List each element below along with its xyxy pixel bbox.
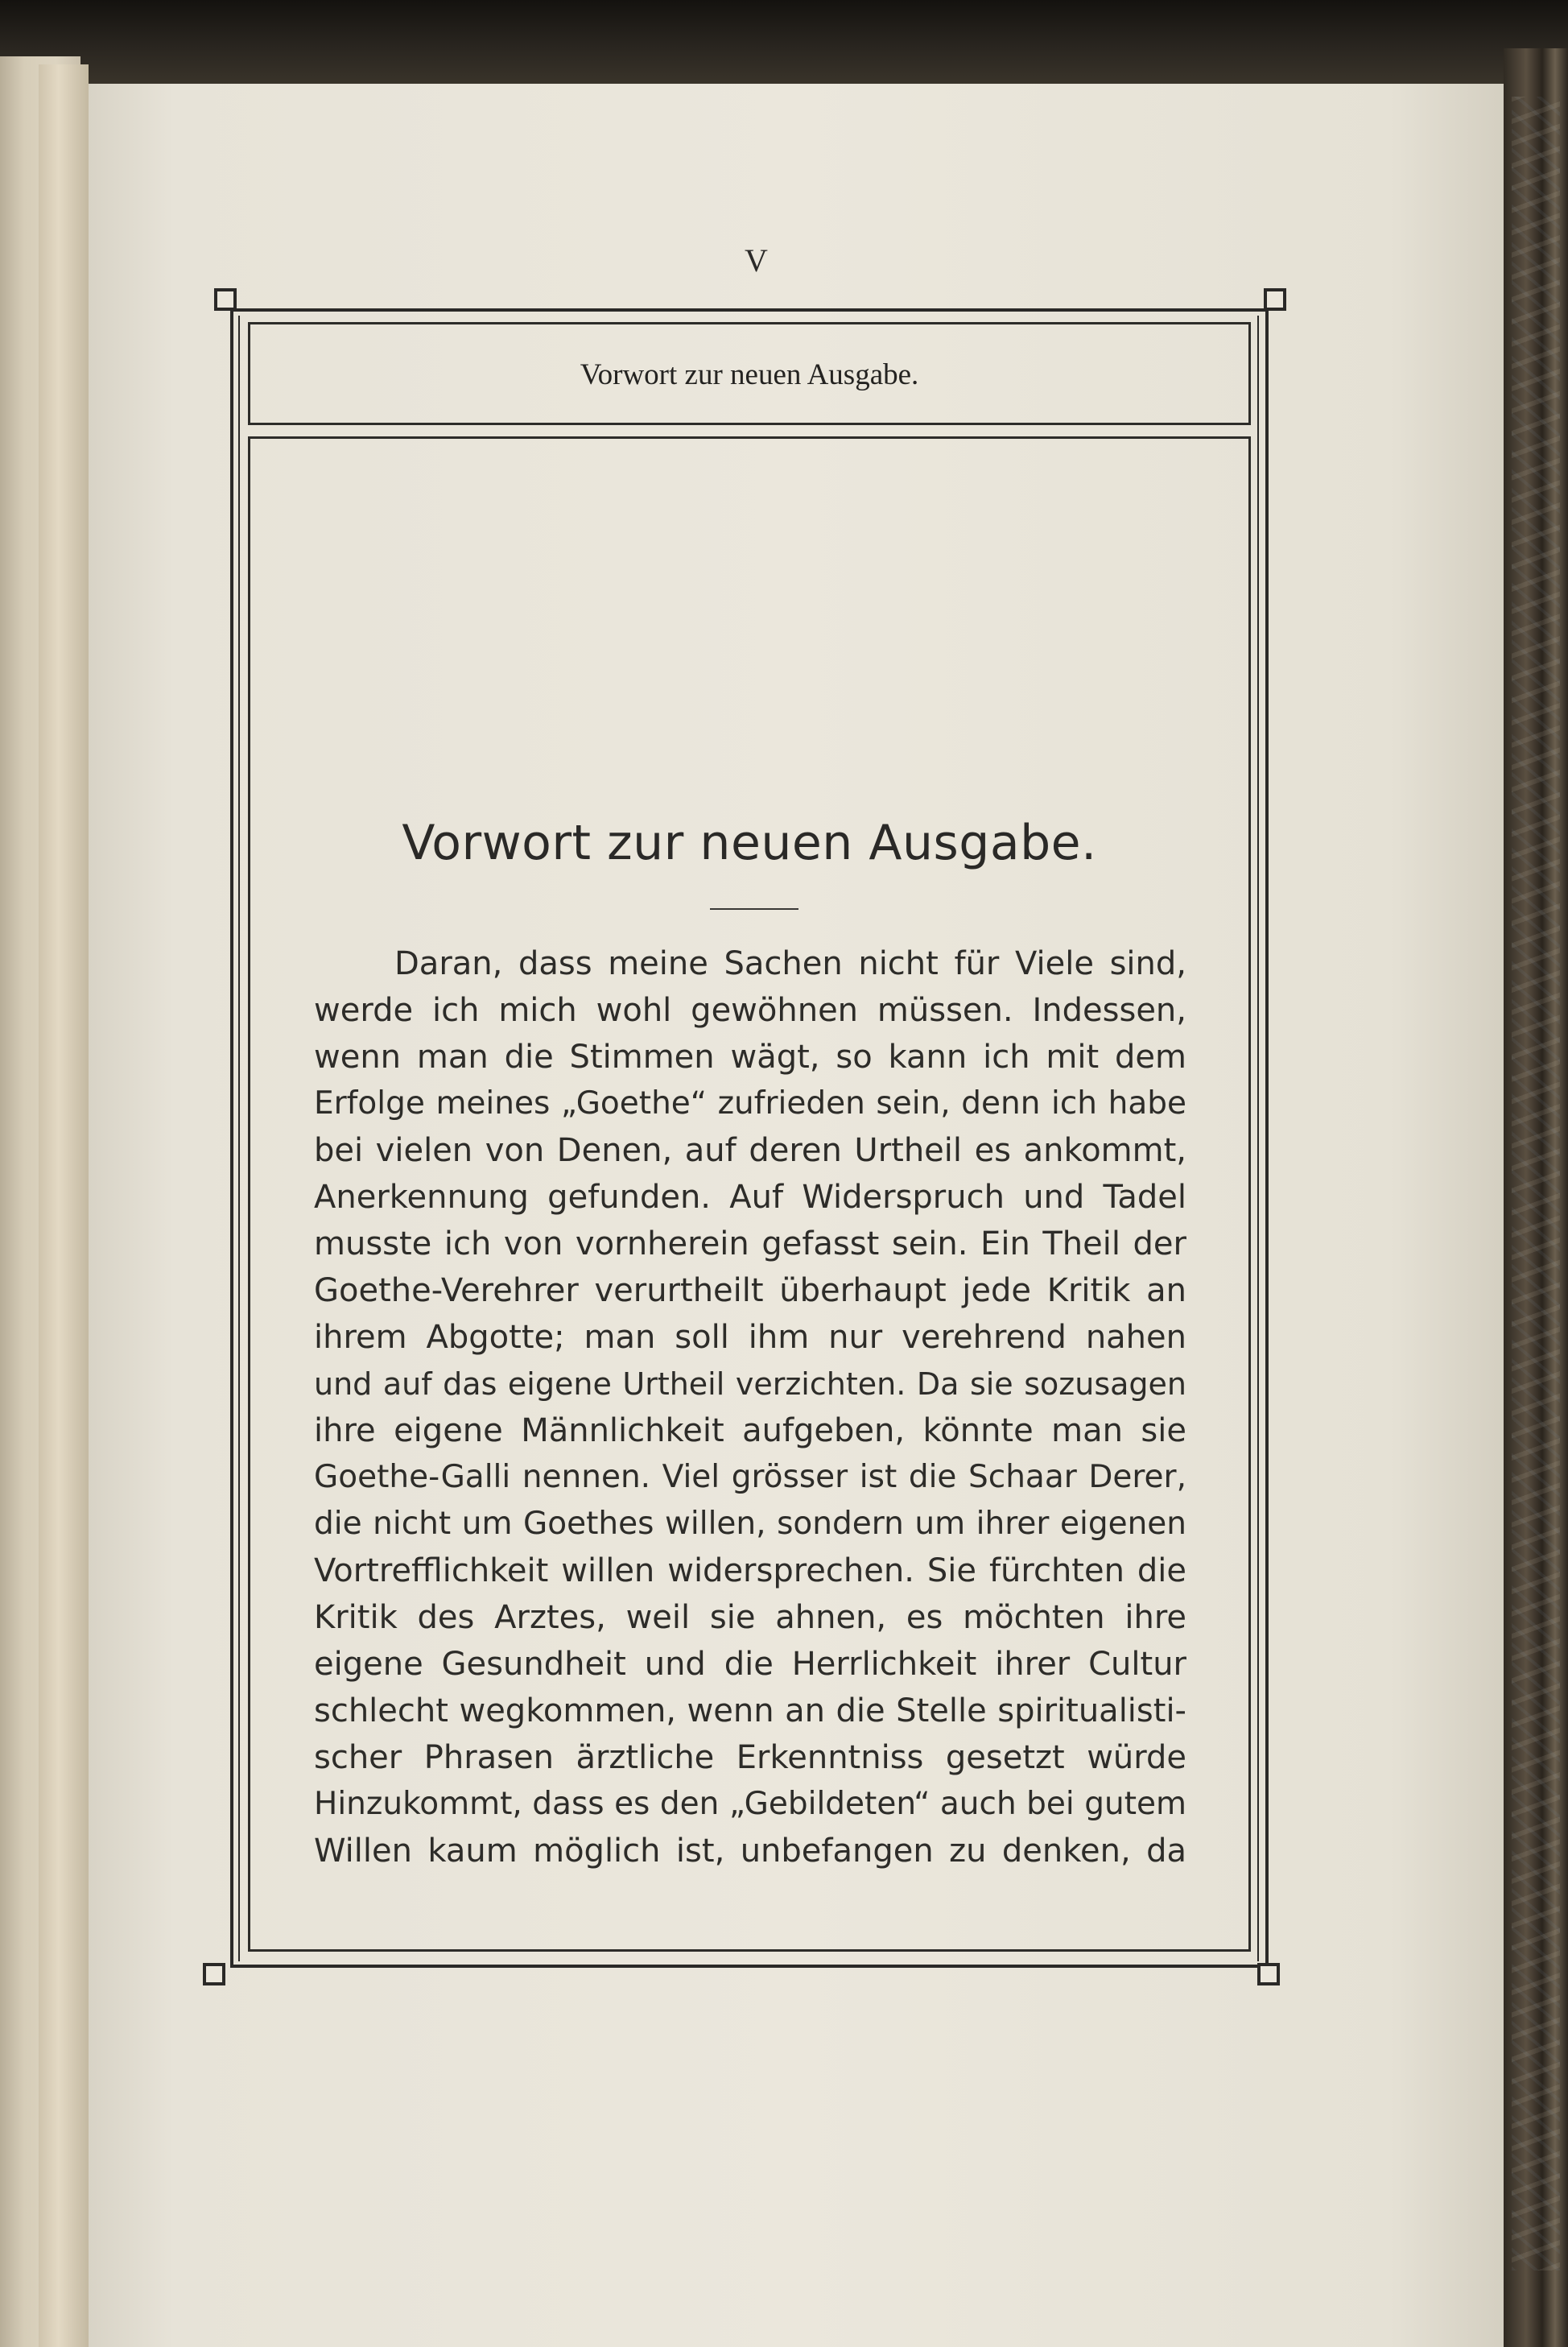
text-line: Daran, dass meine Sachen nicht für Viele sind, bbox=[394, 945, 1186, 982]
text-line: Anerkennung gefunden. Auf Widerspruch und Tadel bbox=[314, 1179, 1186, 1216]
text-line: werde ich mich wohl gewöhnen müssen. Indessen, bbox=[314, 992, 1186, 1029]
text-line: Goethe-Verehrer verurtheilt überhaupt jede Kritik an bbox=[314, 1272, 1186, 1309]
book-top-edge bbox=[0, 0, 1568, 89]
frame-bottom-line bbox=[232, 1965, 1267, 1968]
marbled-edge bbox=[1512, 97, 1560, 2271]
text-line: eigene Gesundheit und die Herrlichkeit ihrer Cultur bbox=[314, 1646, 1186, 1683]
text-line: und auf das eigene Urtheil verzichten. Da sie sozusagen bbox=[314, 1366, 1186, 1402]
frame-corner-bottom-left bbox=[203, 1963, 225, 1985]
text-line: schlecht wegkommen, wenn an die Stelle spiritualisti- bbox=[314, 1692, 1186, 1729]
text-line: Erfolge meines „Goethe“ zufrieden sein, denn ich habe bbox=[314, 1085, 1186, 1122]
frame-corner-top-right bbox=[1264, 288, 1286, 311]
frame-corner-top-left bbox=[214, 288, 237, 311]
text-line: Goethe-Galli nennen. Viel grösser ist die Schaar Derer, bbox=[314, 1459, 1186, 1495]
text-line: Hinzukommt, dass es den „Gebildeten“ auch bei gutem bbox=[314, 1786, 1186, 1822]
frame-left-inner-line bbox=[238, 316, 240, 1961]
frame-corner-bottom-right bbox=[1257, 1963, 1280, 1985]
frame-left-line bbox=[230, 308, 233, 1968]
running-header: Vorwort zur neuen Ausgabe. bbox=[580, 358, 919, 391]
text-line: Willen kaum möglich ist, unbefangen zu denken, da bbox=[314, 1833, 1186, 1870]
text-line: ihrem Abgotte; man soll ihm nur verehrend nahen bbox=[314, 1319, 1186, 1356]
chapter-title: Vorwort zur neuen Ausgabe. bbox=[402, 815, 1097, 871]
title-rule bbox=[710, 908, 798, 910]
text-line: die nicht um Goethes willen, sondern um ihrer eigenen bbox=[314, 1506, 1186, 1542]
frame-right-line bbox=[1265, 308, 1269, 1968]
frame-right-inner-line bbox=[1257, 316, 1259, 1961]
page-number: V bbox=[745, 242, 769, 279]
text-line: bei vielen von Denen, auf deren Urtheil es ankommt, bbox=[314, 1132, 1186, 1169]
frame-top-line bbox=[232, 308, 1267, 312]
text-line: musste ich von vornherein gefasst sein. Ein Theil der bbox=[314, 1225, 1186, 1262]
text-line: wenn man die Stimmen wägt, so kann ich mit dem bbox=[314, 1039, 1186, 1076]
text-line: ihre eigene Männlichkeit aufgeben, könnte man sie bbox=[314, 1412, 1186, 1449]
text-line: scher Phrasen ärztliche Erkenntniss gesetzt würde bbox=[314, 1739, 1186, 1776]
text-line: Kritik des Arztes, weil sie ahnen, es möchten ihre bbox=[314, 1599, 1186, 1636]
page-gutter bbox=[39, 64, 89, 2347]
text-line: Vortrefflichkeit willen widersprechen. Sie fürchten die bbox=[314, 1552, 1186, 1589]
